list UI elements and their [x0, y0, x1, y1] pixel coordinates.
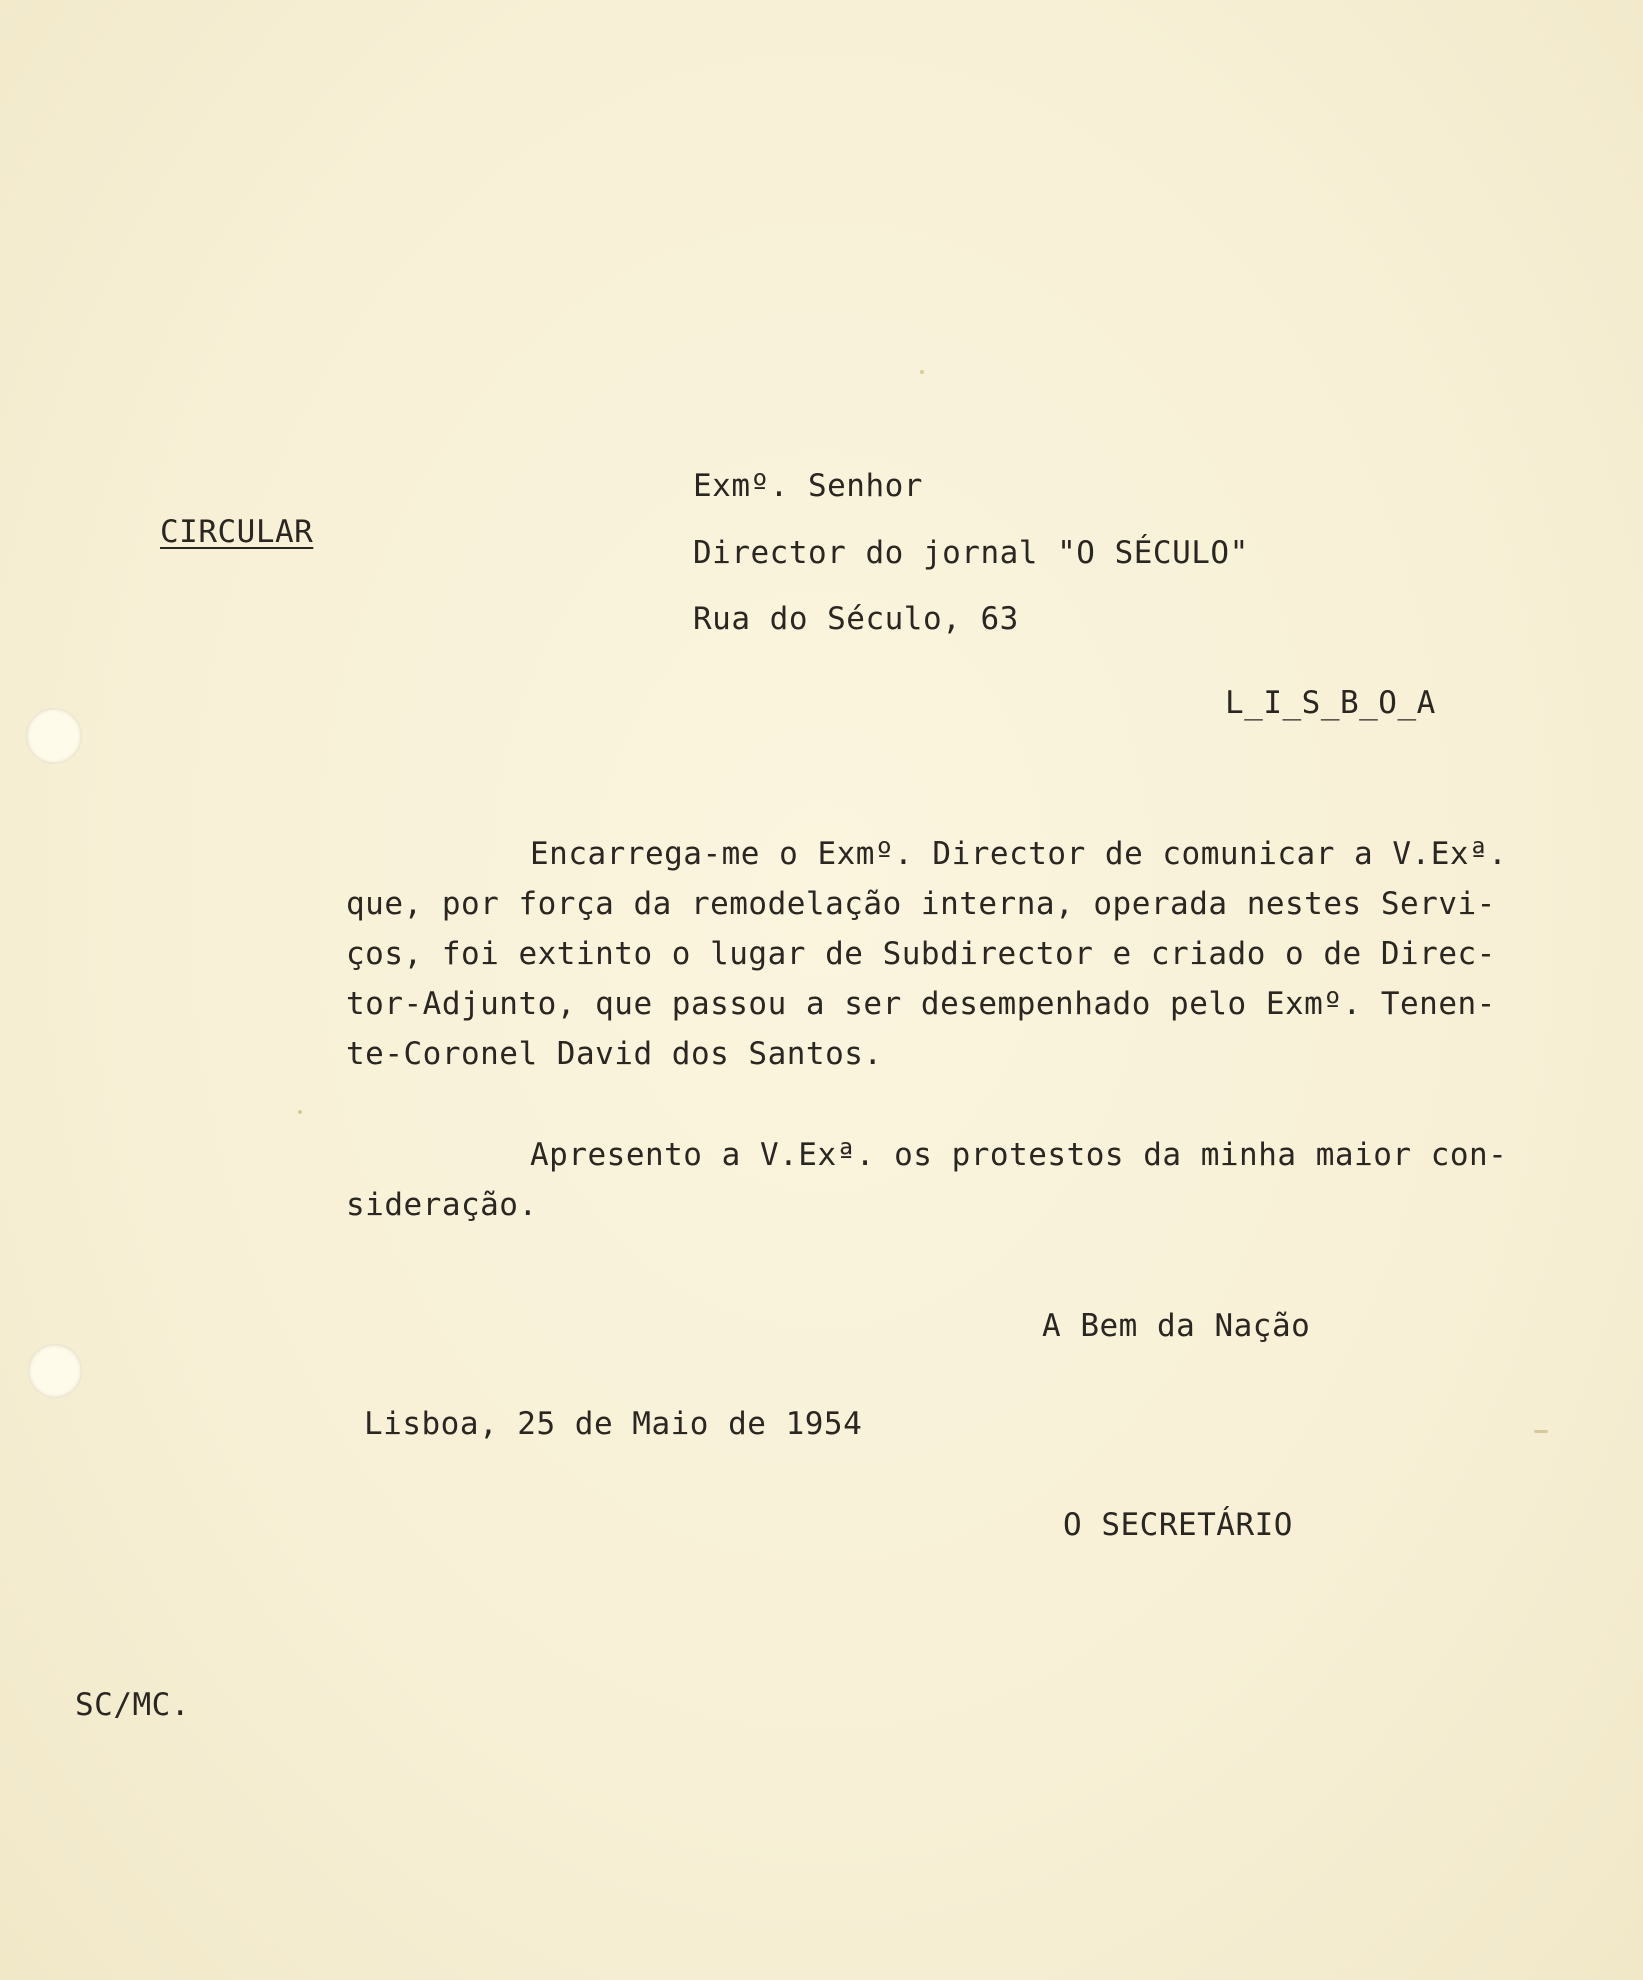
signatory: O SECRETÁRIO [1063, 1507, 1293, 1543]
body-paragraph-1-line-3: ços, foi extinto o lugar de Subdirector e criado o de Direc- [346, 936, 1496, 972]
paper-speck [298, 1110, 302, 1114]
body-paragraph-2-line-2: sideração. [346, 1187, 538, 1223]
body-paragraph-1-line-1: Encarrega-me o Exmº. Director de comunicar a V.Exª. [530, 836, 1508, 872]
punch-hole-bottom [28, 1344, 82, 1398]
addressee-salutation: Exmº. Senhor [693, 468, 923, 504]
paper-speck [920, 370, 924, 374]
addressee-street: Rua do Século, 63 [693, 601, 1019, 637]
addressee-title: Director do jornal "O SÉCULO" [693, 535, 1249, 571]
body-paragraph-1-line-4: tor-Adjunto, que passou a ser desempenhado pelo Exmº. Tenen- [346, 986, 1496, 1022]
punch-hole-top [26, 708, 82, 764]
circular-label: CIRCULAR [160, 514, 314, 550]
body-paragraph-1-line-2: que, por força da remodelação interna, operada nestes Servi- [346, 886, 1496, 922]
closing-phrase: A Bem da Nação [1042, 1308, 1311, 1344]
addressee-city: L_I_S_B_O_A [1225, 685, 1436, 721]
body-paragraph-1-line-5: te-Coronel David dos Santos. [346, 1036, 883, 1072]
reference-initials: SC/MC. [75, 1687, 190, 1723]
body-paragraph-2-line-1: Apresento a V.Exª. os protestos da minha maior con- [530, 1137, 1508, 1173]
date-line: Lisboa, 25 de Maio de 1954 [364, 1406, 863, 1442]
paper-speck [1534, 1430, 1548, 1433]
